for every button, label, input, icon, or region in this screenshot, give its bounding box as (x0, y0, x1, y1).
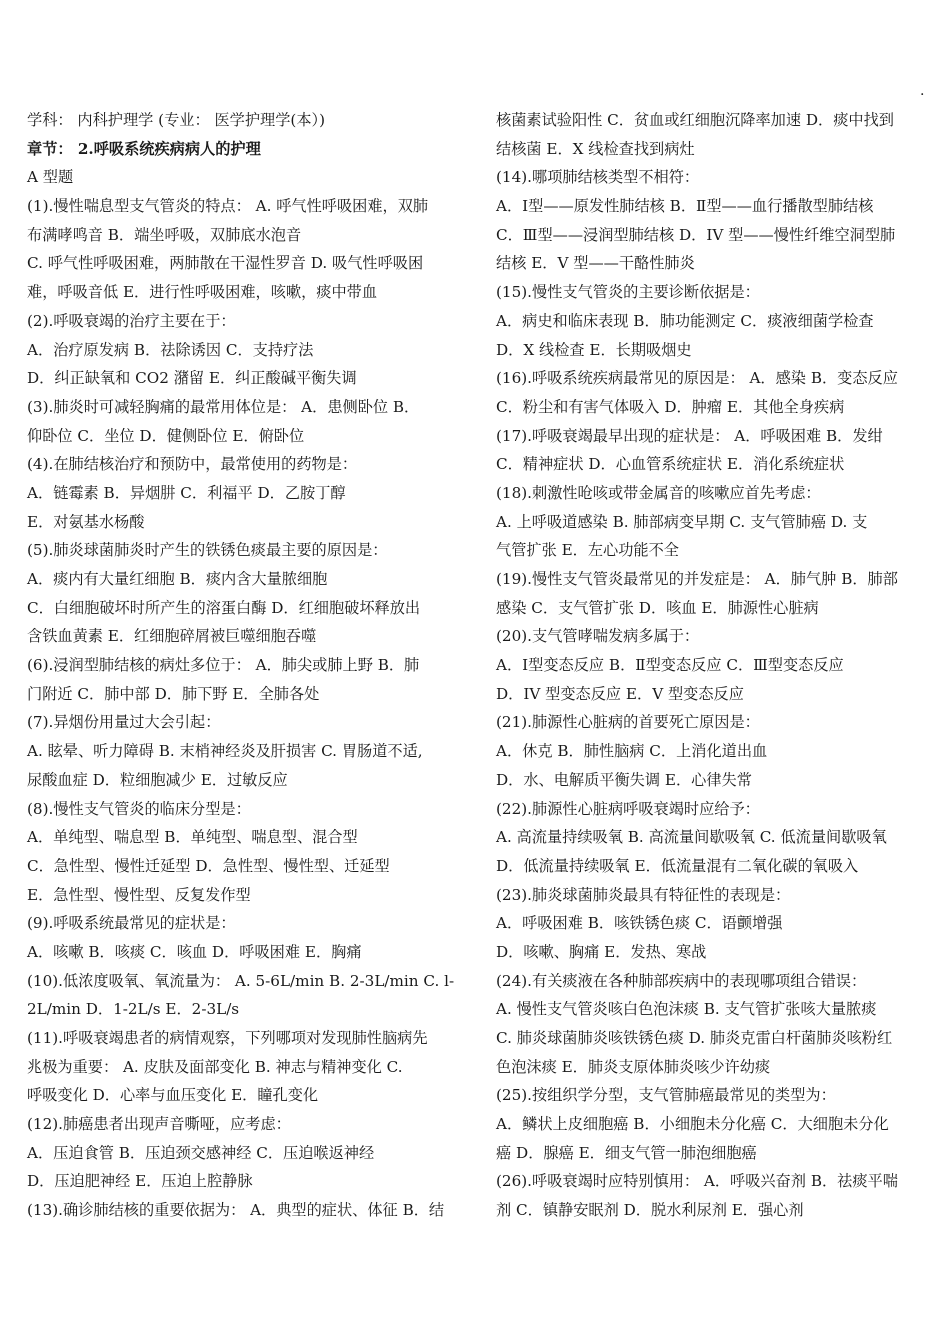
text-line: (7).异烟份用量过大会引起： (27, 713, 221, 732)
text-line: (12).肺癌患者出现声音嘶哑，应考虑： (27, 1115, 291, 1134)
text-line: (25).按组织学分型，支气管肺癌最常见的类型为： (496, 1086, 836, 1105)
text-line: A．压迫食管 B．压迫颈交感神经 C．压迫喉返神经 (27, 1143, 375, 1162)
text-line: 结核菌 E．X 线检查找到病灶 (496, 139, 695, 158)
text-line: A. 上呼吸道感染 B. 肺部病变早期 C. 支气管肺癌 D. 支 (496, 512, 868, 531)
text-line: D．咳嗽、胸痛 E．发热、寒战 (496, 942, 707, 961)
text-line: C．粉尘和有害气体吸入 D．肿瘤 E．其他全身疾病 (496, 397, 845, 416)
left-column (27, 106, 457, 1225)
text-line: C．Ⅲ型——浸润型肺结核 D．IV 型——慢性纤维空洞型肺 (496, 225, 896, 244)
text-line: 气管扩张 E．左心功能不全 (496, 541, 679, 560)
text-line: A. 慢性支气管炎咳白色泡沫痰 B. 支气管扩张咳大量脓痰 (496, 1000, 877, 1019)
text-line: (16).呼吸系统疾病最常见的原因是： A．感染 B．变态反应 (496, 369, 898, 388)
text-line: (19).慢性支气管炎最常见的并发症是： A．肺气肿 B．肺部 (496, 570, 898, 588)
text-line: E．急性型、慢性型、反复发作型 (27, 885, 251, 904)
right-column (496, 106, 926, 1225)
text-line: A．治疗原发病 B．祛除诱因 C．支持疗法 (27, 340, 314, 359)
text-line: (14).哪项肺结核类型不相符： (496, 168, 700, 187)
text-line: 尿酸血症 D．粒细胞减少 E．过敏反应 (27, 770, 288, 789)
text-line: A．单纯型、喘息型 B．单纯型、喘息型、混合型 (27, 828, 358, 847)
text-line: (21).肺源性心脏病的首要死亡原因是： (496, 713, 760, 732)
text-line: C．急性型、慢性迁延型 D．急性型、慢性型、迁延型 (27, 856, 390, 875)
text-line: 核菌素试验阳性 C．贫血或红细胞沉降率加速 D．痰中找到 (496, 111, 894, 129)
text-line: (15).慢性支气管炎的主要诊断依据是： (496, 283, 760, 302)
subject-line: 学科： 内科护理学 (专业： 医学护理学(本）) (27, 111, 326, 129)
text-line: A．病史和临床表现 B．肺功能测定 C．痰液细菌学检查 (496, 311, 874, 330)
text-line: 感染 C．支气管扩张 D．咳血 E．肺源性心脏病 (496, 598, 819, 617)
text-line: C. 肺炎球菌肺炎咳铁锈色痰 D. 肺炎克雷白杆菌肺炎咳粉红 (496, 1029, 893, 1047)
text-line: 呼吸变化 D．心率与血压变化 E．瞳孔变化 (27, 1086, 319, 1105)
text-line: (13).确诊肺结核的重要依据为： A．典型的症状、体征 B．结 (27, 1201, 445, 1220)
text-line: D．水、电解质平衡失调 E．心律失常 (496, 770, 752, 789)
text-line: A．休克 B．肺性脑病 C．上消化道出血 (496, 742, 768, 761)
text-line: 布满哮鸣音 B．端坐呼吸，双肺底水泡音 (27, 225, 302, 244)
text-line: A．链霉素 B．异烟肼 C．利福平 D．乙胺丁醇 (27, 483, 346, 502)
text-line: 色泡沫痰 E．肺炎支原体肺炎咳少许幼痰 (496, 1057, 771, 1076)
text-line: (4).在肺结核治疗和预防中，最常使用的药物是： (27, 455, 358, 474)
text-line: (10).低浓度吸氧、氧流量为： A. 5-6L/min B. 2-3L/min C. l- (27, 971, 455, 990)
text-line: (9).呼吸系统最常见的症状是： (27, 914, 236, 933)
text-line: (6).浸润型肺结核的病灶多位于： A．肺尖或肺上野 B．肺 (27, 656, 420, 675)
text-line: C．精神症状 D．心血管系统症状 E．消化系统症状 (496, 455, 845, 474)
chapter-heading: 章节： 2.呼吸系统疾病病人的护理 (27, 139, 261, 158)
text-line: (2).呼吸衰竭的治疗主要在于： (27, 311, 236, 330)
text-line: (22).肺源性心脏病呼吸衰竭时应给予： (496, 799, 760, 818)
text-line: A. 眩晕、听力障碍 B. 末梢神经炎及肝损害 C. 胃肠道不适, (27, 742, 423, 761)
text-line: A．Ⅰ型——原发性肺结核 B．Ⅱ型——血行播散型肺结核 (496, 197, 874, 216)
section-type: A 型题 (27, 168, 74, 187)
text-line: D．纠正缺氧和 CO2 潴留 E．纠正酸碱平衡失调 (27, 369, 357, 388)
text-line: E．对氨基水杨酸 (27, 512, 145, 531)
text-line: A．痰内有大量红细胞 B．痰内含大量脓细胞 (27, 570, 328, 588)
text-line: C. 呼气性呼吸困难，两肺散在干湿性罗音 D. 吸气性呼吸困 (27, 254, 424, 273)
text-line: 剂 C．镇静安眠剂 D．脱水利尿剂 E．强心剂 (496, 1201, 804, 1220)
text-line: (11).呼吸衰竭患者的病情观察，下列哪项对发现肺性脑病先 (27, 1029, 428, 1047)
text-line: A．Ⅰ型变态反应 B．Ⅱ型变态反应 C．Ⅲ型变态反应 (496, 656, 844, 675)
text-line: D．X 线检查 E．长期吸烟史 (496, 340, 692, 359)
text-line: C．白细胞破坏时所产生的溶蛋白酶 D．红细胞破坏释放出 (27, 598, 421, 617)
text-line: (1).慢性喘息型支气管炎的特点： A. 呼气性呼吸困难，双肺 (27, 197, 429, 216)
text-line: 结核 E．V 型——干酪性肺炎 (496, 254, 695, 273)
text-line: D．压迫肥神经 E．压迫上腔静脉 (27, 1172, 253, 1191)
text-line: 癌 D．腺癌 E．细支气管一肺泡细胞癌 (496, 1143, 757, 1162)
text-line: 兆极为重要： A. 皮肤及面部变化 B. 神志与精神变化 C. (27, 1057, 403, 1076)
text-line: A．咳嗽 B．咳痰 C．咳血 D．呼吸困难 E．胸痛 (27, 942, 362, 961)
text-line: (5).肺炎球菌肺炎时产生的铁锈色痰最主要的原因是： (27, 541, 388, 560)
text-line: (17).呼吸衰竭最早出现的症状是： A．呼吸困难 B．发绀 (496, 426, 883, 445)
text-line: 仰卧位 C．坐位 D．健侧卧位 E．俯卧位 (27, 426, 305, 445)
text-line: 2L/min D．1-2L/s E．2-3L/s (27, 1000, 240, 1019)
text-line: (8).慢性支气管炎的临床分型是： (27, 799, 251, 818)
text-line: D．低流量持续吸氧 E．低流量混有二氧化碳的氧吸入 (496, 856, 859, 875)
text-line: (26).呼吸衰竭时应特别慎用： A．呼吸兴奋剂 B．祛痰平喘 (496, 1172, 898, 1191)
text-line: (18).刺激性呛咳或带金属音的咳嗽应首先考虑： (496, 483, 821, 502)
text-line: (24).有关痰液在各种肺部疾病中的表现哪项组合错误： (496, 971, 867, 990)
text-line: A．呼吸困难 B．咳铁锈色痰 C．语颤增强 (496, 914, 783, 933)
text-line: (20).支气管哮喘发病多属于： (496, 627, 700, 646)
corner-mark: . (920, 83, 925, 99)
text-line: (23).肺炎球菌肺炎最具有特征性的表现是： (496, 885, 791, 904)
text-line: (3).肺炎时可减轻胸痛的最常用体位是： A．患侧卧位 B． (27, 397, 420, 416)
text-line: 含铁血黄素 E．红细胞碎屑被巨噬细胞吞噬 (27, 627, 317, 646)
text-line: 难，呼吸音低 E．进行性呼吸困难，咳嗽，痰中带血 (27, 283, 378, 302)
text-line: A．鳞状上皮细胞癌 B．小细胞未分化癌 C．大细胞未分化 (496, 1115, 889, 1134)
text-line: A. 高流量持续吸氧 B. 高流量间歇吸氧 C. 低流量间歇吸氧 (496, 828, 887, 847)
text-line: 门附近 C．肺中部 D．肺下野 E．全肺各处 (27, 684, 320, 703)
text-line: D．IV 型变态反应 E．V 型变态反应 (496, 684, 744, 703)
